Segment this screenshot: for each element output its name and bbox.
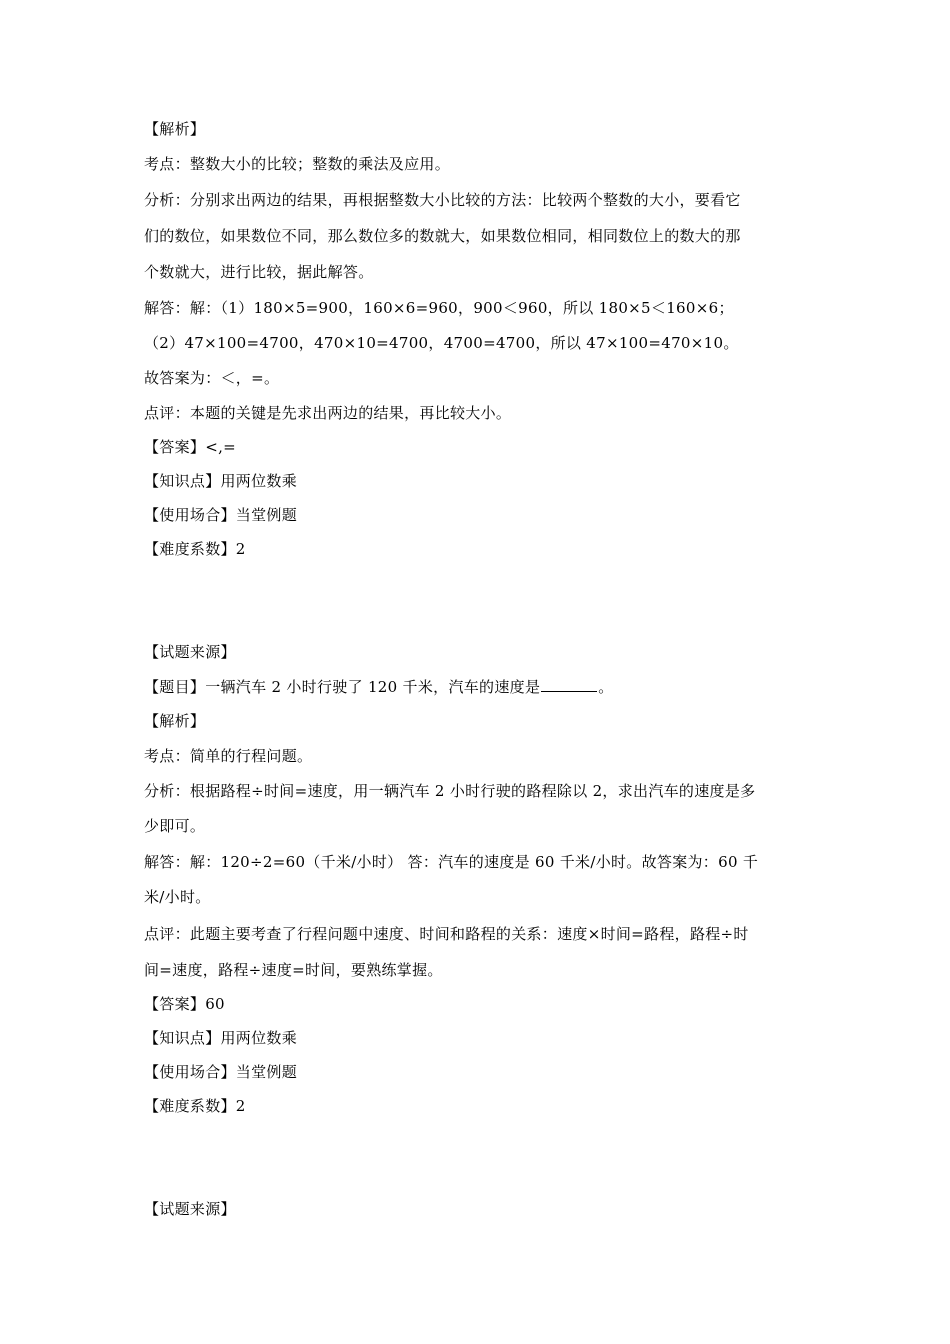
usage-line: 【使用场合】当堂例题 (144, 506, 298, 524)
fenxi-text-line-3: 个数就大，进行比较，据此解答。 (144, 263, 374, 281)
answer-line: 【答案】60 (144, 995, 225, 1013)
kaodian-text: 考点：简单的行程问题。 (144, 747, 313, 765)
dianping-text: 点评：本题的关键是先求出两边的结果，再比较大小。 (144, 404, 512, 422)
source-heading: 【试题来源】 (144, 643, 236, 661)
dianping-text-line-2: 间=速度，路程÷速度=时间，要熟练掌握。 (144, 961, 443, 979)
dianping-text-line-1: 点评：此题主要考查了行程问题中速度、时间和路程的关系：速度×时间=路程，路程÷时 (144, 925, 749, 943)
usage-line: 【使用场合】当堂例题 (144, 1063, 298, 1081)
analysis-heading: 【解析】 (144, 120, 206, 138)
fenxi-text-line-2: 们的数位，如果数位不同，那么数位多的数就大，如果数位相同，相同数位上的数大的那 (144, 227, 741, 245)
difficulty-line: 【难度系数】2 (144, 1097, 246, 1115)
knowledge-point-line: 【知识点】用两位数乘 (144, 1029, 298, 1047)
question-text: 【题目】一辆汽车 2 小时行驶了 120 千米，汽车的速度是 (144, 678, 541, 696)
jieda-text-line-1: 解答：解：120÷2=60（千米/小时） 答：汽车的速度是 60 千米/小时。故答案为：60 千 (144, 853, 759, 871)
question-line (144, 677, 810, 697)
analysis-heading: 【解析】 (144, 712, 206, 730)
kaodian-text: 考点：整数大小的比较；整数的乘法及应用。 (144, 155, 451, 173)
fenxi-text-line-1: 分析：根据路程÷时间=速度，用一辆汽车 2 小时行驶的路程除以 2，求出汽车的速度是多 (144, 782, 756, 800)
jieda-text-line-2: （2）47×100=4700，470×10=4700，4700=4700，所以 47×100=470×10。 (144, 334, 739, 352)
answer-summary-text: 故答案为：＜，=。 (144, 369, 280, 387)
jieda-text-line-1: 解答：解：（1）180×5=900，160×6=960，900＜960，所以 180×5＜160×6； (144, 299, 734, 317)
source-heading: 【试题来源】 (144, 1200, 236, 1218)
difficulty-line: 【难度系数】2 (144, 540, 246, 558)
fenxi-text-line-2: 少即可。 (144, 817, 206, 835)
question-end-punct: 。 (598, 678, 614, 696)
knowledge-point-line: 【知识点】用两位数乘 (144, 472, 298, 490)
jieda-text-line-2: 米/小时。 (144, 888, 211, 906)
fenxi-text-line-1: 分析：分别求出两边的结果，再根据整数大小比较的方法：比较两个整数的大小，要看它 (144, 191, 741, 209)
answer-line: 【答案】<,= (144, 438, 237, 456)
answer-blank (541, 677, 597, 692)
